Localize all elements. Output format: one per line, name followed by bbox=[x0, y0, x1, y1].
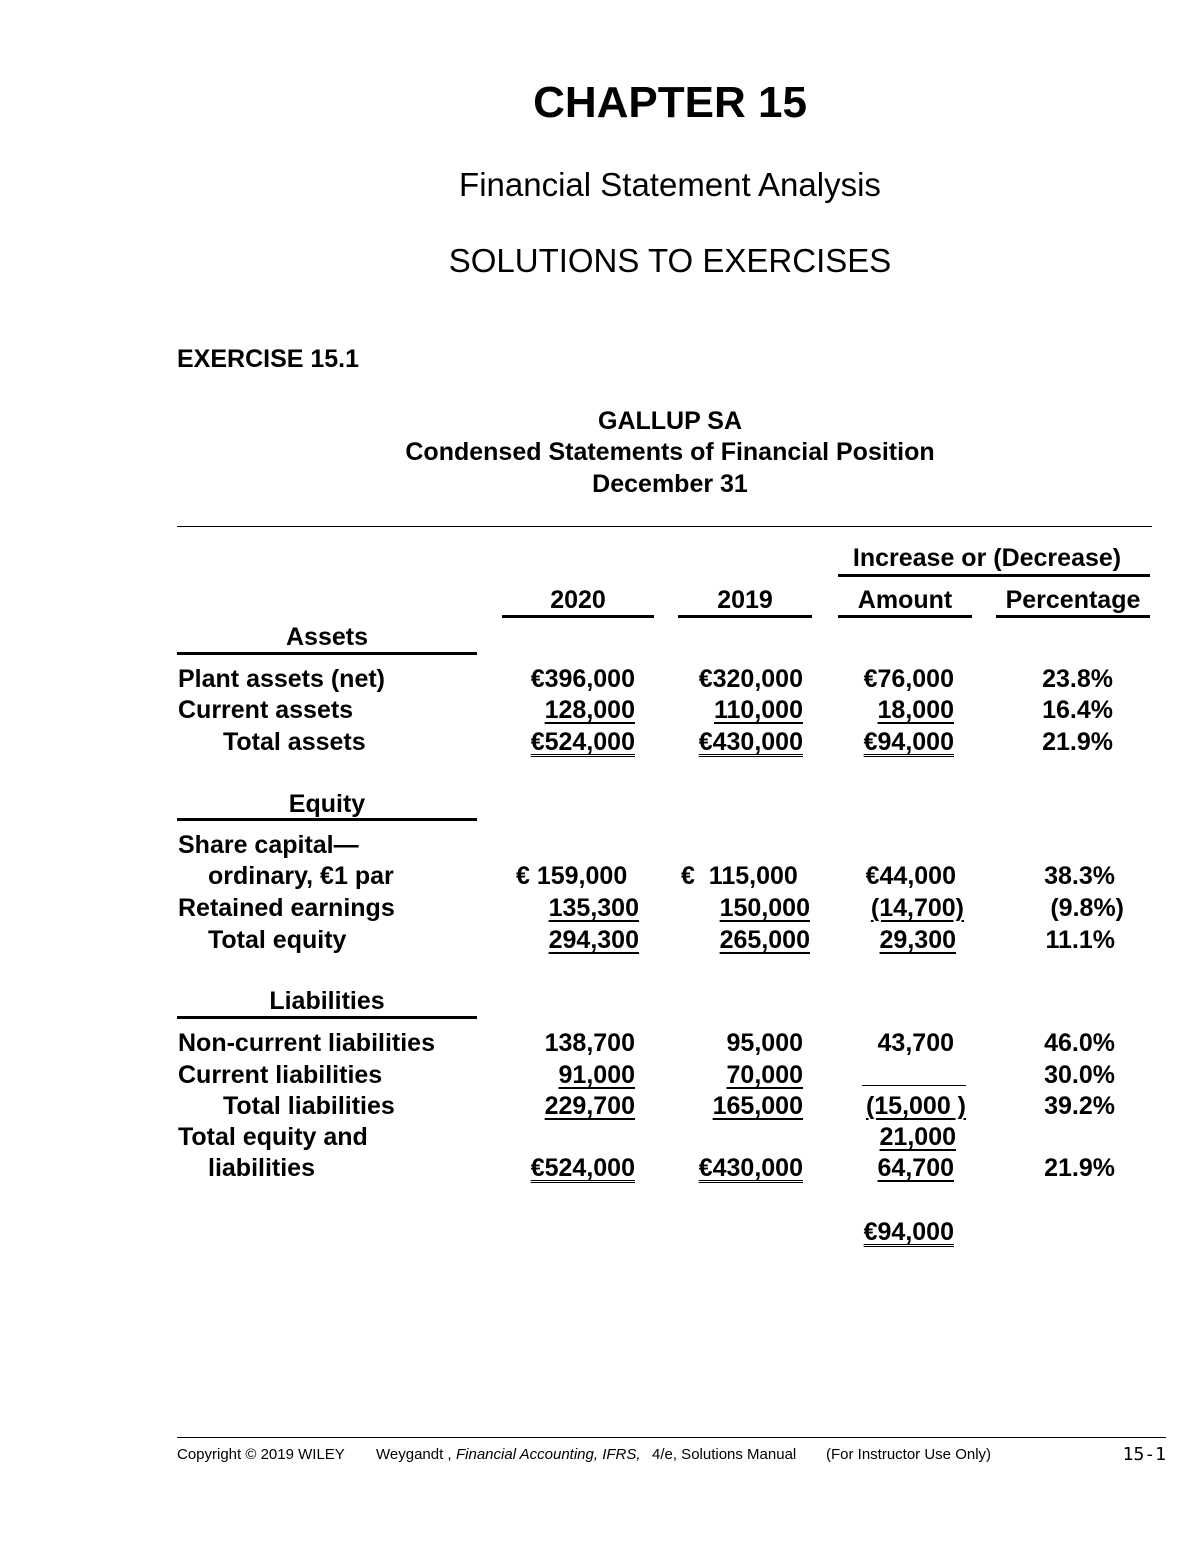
value-percentage: 46.0% bbox=[1044, 1029, 1115, 1057]
final-total-amount: €94,000 bbox=[863, 1218, 954, 1246]
column-underline-percentage bbox=[996, 615, 1150, 618]
value-2019: € 115,000 bbox=[681, 862, 798, 890]
column-header-amount: Amount bbox=[857, 586, 953, 614]
value-percentage: 30.0% bbox=[1044, 1061, 1115, 1089]
column-underline-2020 bbox=[502, 615, 654, 618]
column-underline-2019 bbox=[678, 615, 812, 618]
value-percentage: (9.8%) bbox=[1050, 894, 1124, 922]
equity-heading-underline bbox=[177, 818, 477, 821]
row-label: Share capital— bbox=[178, 831, 359, 859]
value-2019: 150,000 bbox=[719, 894, 810, 922]
column-header-percentage: Percentage bbox=[1005, 586, 1141, 614]
value-percentage: 21.9% bbox=[1042, 728, 1113, 756]
chapter-title: CHAPTER 15 bbox=[533, 78, 807, 127]
value-2019: 95,000 bbox=[726, 1029, 803, 1057]
value-amount: (14,700) bbox=[870, 894, 964, 922]
value-2019: €320,000 bbox=[698, 665, 803, 693]
footer-author: Weygandt , bbox=[376, 1446, 452, 1463]
value-amount: €94,000 bbox=[863, 728, 954, 756]
company-name: GALLUP SA bbox=[598, 407, 742, 435]
value-amount: (15,000 ) bbox=[865, 1092, 966, 1120]
footer-divider bbox=[177, 1437, 1166, 1438]
value-percentage: 23.8% bbox=[1042, 665, 1113, 693]
exercise-heading: EXERCISE 15.1 bbox=[177, 345, 360, 373]
value-amount: €44,000 bbox=[865, 862, 956, 890]
value-percentage: 39.2% bbox=[1044, 1092, 1115, 1120]
value-2020: 138,700 bbox=[544, 1029, 635, 1057]
row-label: Total assets bbox=[223, 728, 366, 756]
value-amount: 64,700 bbox=[877, 1154, 954, 1182]
footer-edition: 4/e, Solutions Manual bbox=[652, 1446, 797, 1463]
section-title: SOLUTIONS TO EXERCISES bbox=[448, 242, 892, 279]
value-2019: 110,000 bbox=[714, 696, 803, 724]
footer-book-title: Financial Accounting, IFRS, bbox=[456, 1446, 641, 1463]
value-2019: 165,000 bbox=[712, 1092, 803, 1120]
row-label: Total equity and bbox=[178, 1123, 368, 1151]
row-label: Plant assets (net) bbox=[178, 665, 386, 693]
value-2020: 294,300 bbox=[548, 926, 639, 954]
value-2020: €396,000 bbox=[530, 665, 635, 693]
section-heading-assets: Assets bbox=[286, 623, 368, 651]
value-2019: 70,000 bbox=[726, 1061, 803, 1089]
row-label: Current liabilities bbox=[178, 1061, 383, 1089]
column-header-2020: 2020 bbox=[550, 586, 606, 614]
value-amount: 43,700 bbox=[877, 1029, 954, 1057]
row-label: Retained earnings bbox=[178, 894, 395, 922]
value-2020: 91,000 bbox=[558, 1061, 635, 1089]
value-percentage: 11.1% bbox=[1045, 926, 1115, 954]
header-divider bbox=[177, 526, 1152, 527]
value-amount: 18,000 bbox=[877, 696, 954, 724]
value-2019: €430,000 bbox=[698, 1154, 803, 1182]
chapter-subtitle: Financial Statement Analysis bbox=[459, 166, 881, 203]
value-2020: 128,000 bbox=[544, 696, 635, 724]
row-label: Non-current liabilities bbox=[178, 1029, 435, 1057]
section-heading-equity: Equity bbox=[288, 790, 366, 818]
liabilities-heading-underline bbox=[177, 1016, 477, 1019]
column-underline-amount bbox=[838, 615, 972, 618]
value-2019: €430,000 bbox=[698, 728, 803, 756]
column-group-underline bbox=[838, 574, 1150, 577]
page-number: 15-1 bbox=[1122, 1444, 1166, 1465]
row-label: Current assets bbox=[178, 696, 354, 724]
section-heading-liabilities: Liabilities bbox=[269, 987, 385, 1015]
value-2020: 135,300 bbox=[548, 894, 639, 922]
row-label: Total equity bbox=[208, 926, 347, 954]
value-percentage: 38.3% bbox=[1044, 862, 1115, 890]
statement-title: Condensed Statements of Financial Position bbox=[405, 438, 935, 466]
statement-date: December 31 bbox=[592, 470, 748, 498]
footer-note: (For Instructor Use Only) bbox=[826, 1446, 992, 1463]
value-2020: €524,000 bbox=[530, 728, 635, 756]
value-2019: 265,000 bbox=[719, 926, 810, 954]
value-2020: € 159,000 bbox=[516, 862, 628, 890]
value-amount: €76,000 bbox=[863, 665, 954, 693]
value-percentage: 21.9% bbox=[1044, 1154, 1115, 1182]
value-2020: 229,700 bbox=[544, 1092, 635, 1120]
value-amount: 29,300 bbox=[879, 926, 956, 954]
column-header-2019: 2019 bbox=[717, 586, 773, 614]
amount-blank-underline bbox=[862, 1085, 966, 1086]
row-label: liabilities bbox=[208, 1154, 315, 1182]
row-label: ordinary, €1 par bbox=[208, 862, 394, 890]
column-group-header: Increase or (Decrease) bbox=[852, 544, 1122, 572]
row-label: Total liabilities bbox=[223, 1092, 395, 1120]
value-amount: 21,000 bbox=[879, 1123, 956, 1151]
value-2020: €524,000 bbox=[530, 1154, 635, 1182]
value-percentage: 16.4% bbox=[1042, 696, 1113, 724]
assets-heading-underline bbox=[177, 652, 477, 655]
footer-copyright: Copyright © 2019 WILEY bbox=[177, 1446, 345, 1463]
